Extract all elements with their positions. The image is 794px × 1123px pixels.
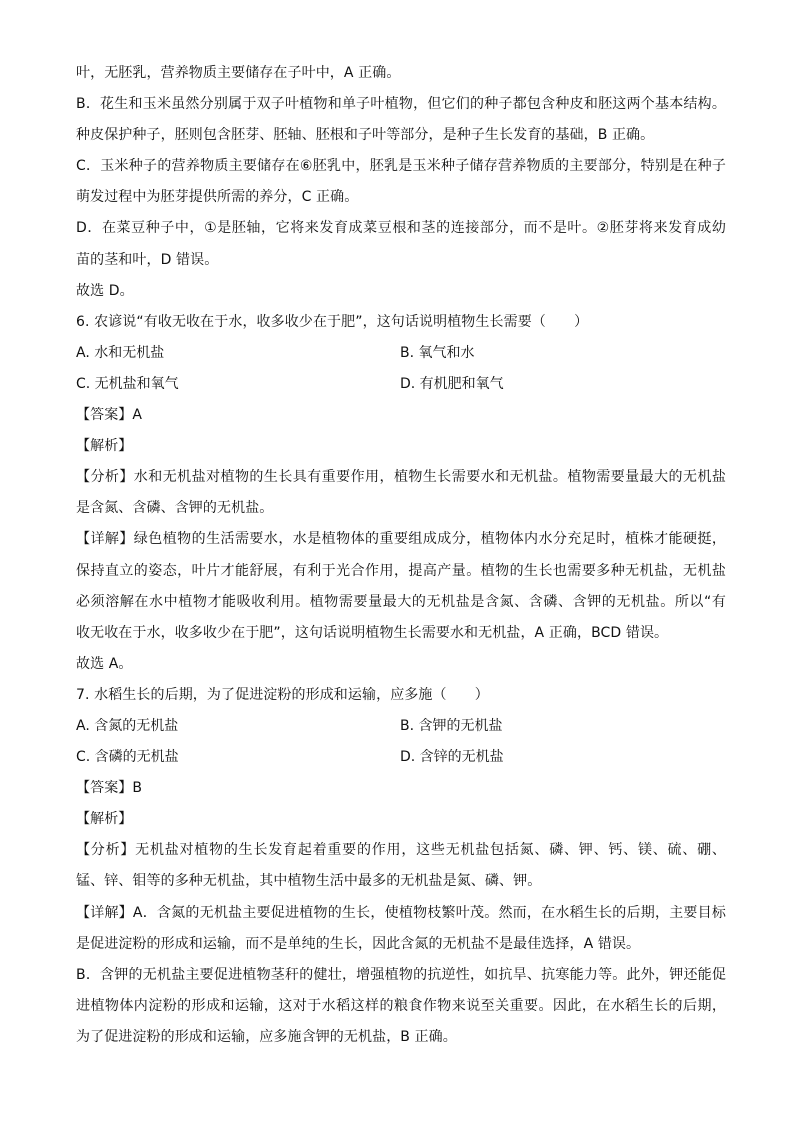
text-line: 种皮保护种子，胚则包含胚芽、胚轴、胚根和子叶等部分，是种子生长发育的基础，B 正确。 [76, 127, 655, 144]
question-7-options-row-1 [76, 711, 726, 742]
analysis-line: 【详解】绿色植物的生活需要水，水是植物体的重要组成成分，植物体内水分充足时，植株才能硬挺， [76, 531, 726, 548]
option-a: A. 含氮的无机盐 [76, 717, 179, 734]
text-line: 萌发过程中为胚芽提供所需的养分，C 正确。 [76, 189, 359, 206]
option-b: B. 含钾的无机盐 [400, 717, 503, 734]
text-line: 苗的茎和叶，D 错误。 [76, 251, 219, 268]
analysis-line: 是促进淀粉的形成和运输，而不是单纯的生长，因此含氮的无机盐不是最佳选择，A 错误。 [76, 935, 641, 952]
question-6-analysis-heading: 【解析】 [76, 438, 133, 455]
analysis-line: 故选 A。 [76, 655, 133, 672]
option-c: C. 无机盐和氧气 [76, 375, 179, 392]
question-7-options-row-2 [76, 742, 726, 773]
analysis-line: 【分析】无机盐对植物的生长发育起着重要的作用，这些无机盐包括氮、磷、钾、钙、镁、硫、硼、 [76, 842, 726, 859]
analysis-line: 锰、锌、钼等的多种无机盐，其中植物生活中最多的无机盐是氮、磷、钾。 [76, 873, 542, 890]
text-line: B．花生和玉米虽然分别属于双子叶植物和单子叶植物，但它们的种子都包含种皮和胚这两个基本结构。 [76, 96, 726, 113]
analysis-line: 【分析】水和无机盐对植物的生长具有重要作用，植物生长需要水和无机盐。植物需要量最大的无机盐 [76, 469, 726, 486]
analysis-line: 为了促进淀粉的形成和运输，应多施含钾的无机盐，B 正确。 [76, 1028, 457, 1045]
question-6-options-row-2 [76, 369, 726, 400]
analysis-line: 保持直立的姿态，叶片才能舒展，有利于光合作用，提高产量。植物的生长也需要多种无机盐，无机盐 [76, 562, 726, 579]
page-content [76, 58, 726, 1053]
analysis-line: 【详解】A．含氮的无机盐主要促进植物的生长，使植物枝繁叶茂。然而，在水稻生长的后期，主要目标 [76, 904, 726, 921]
analysis-line: 是含氮、含磷、含钾的无机盐。 [76, 500, 274, 517]
question-6-options-row-1 [76, 338, 726, 369]
question-7-analysis-heading: 【解析】 [76, 811, 133, 828]
question-6-answer: 【答案】A [76, 407, 143, 424]
analysis-line: 进植物体内淀粉的形成和运输，这对于水稻这样的粮食作物来说至关重要。因此，在水稻生长的后期， [76, 997, 726, 1014]
text-line: D．在菜豆种子中，①是胚轴，它将来发育成菜豆根和茎的连接部分，而不是叶。②胚芽将来发育成幼 [76, 220, 726, 237]
option-d: D. 有机肥和氧气 [400, 375, 504, 392]
option-d: D. 含锌的无机盐 [400, 749, 504, 766]
analysis-line: B．含钾的无机盐主要促进植物茎秆的健壮，增强植物的抗逆性，如抗旱、抗寒能力等。此外，钾还能促 [76, 966, 726, 983]
option-b: B. 氧气和水 [400, 344, 475, 361]
question-7-stem: 7. 水稻生长的后期，为了促进淀粉的形成和运输，应多施（ ） [76, 686, 489, 703]
option-c: C. 含磷的无机盐 [76, 749, 179, 766]
text-line: C．玉米种子的营养物质主要储存在⑥胚乳中，胚乳是玉米种子储存营养物质的主要部分，特别是在种子 [76, 158, 726, 175]
question-6-stem: 6. 农谚说“有收无收在于水，收多收少在于肥”，这句话说明植物生长需要（ ） [76, 313, 589, 330]
option-a: A. 水和无机盐 [76, 344, 165, 361]
question-7-answer: 【答案】B [76, 780, 143, 797]
analysis-line: 必须溶解在水中植物才能吸收利用。植物需要量最大的无机盐是含氮、含磷、含钾的无机盐。所以“有 [76, 593, 726, 610]
text-line: 故选 D。 [76, 282, 134, 299]
text-line: 叶，无胚乳，营养物质主要储存在子叶中，A 正确。 [76, 65, 401, 81]
analysis-line: 收无收在于水，收多收少在于肥”，这句话说明植物生长需要水和无机盐，A 正确，BCD 错误。 [76, 624, 669, 641]
